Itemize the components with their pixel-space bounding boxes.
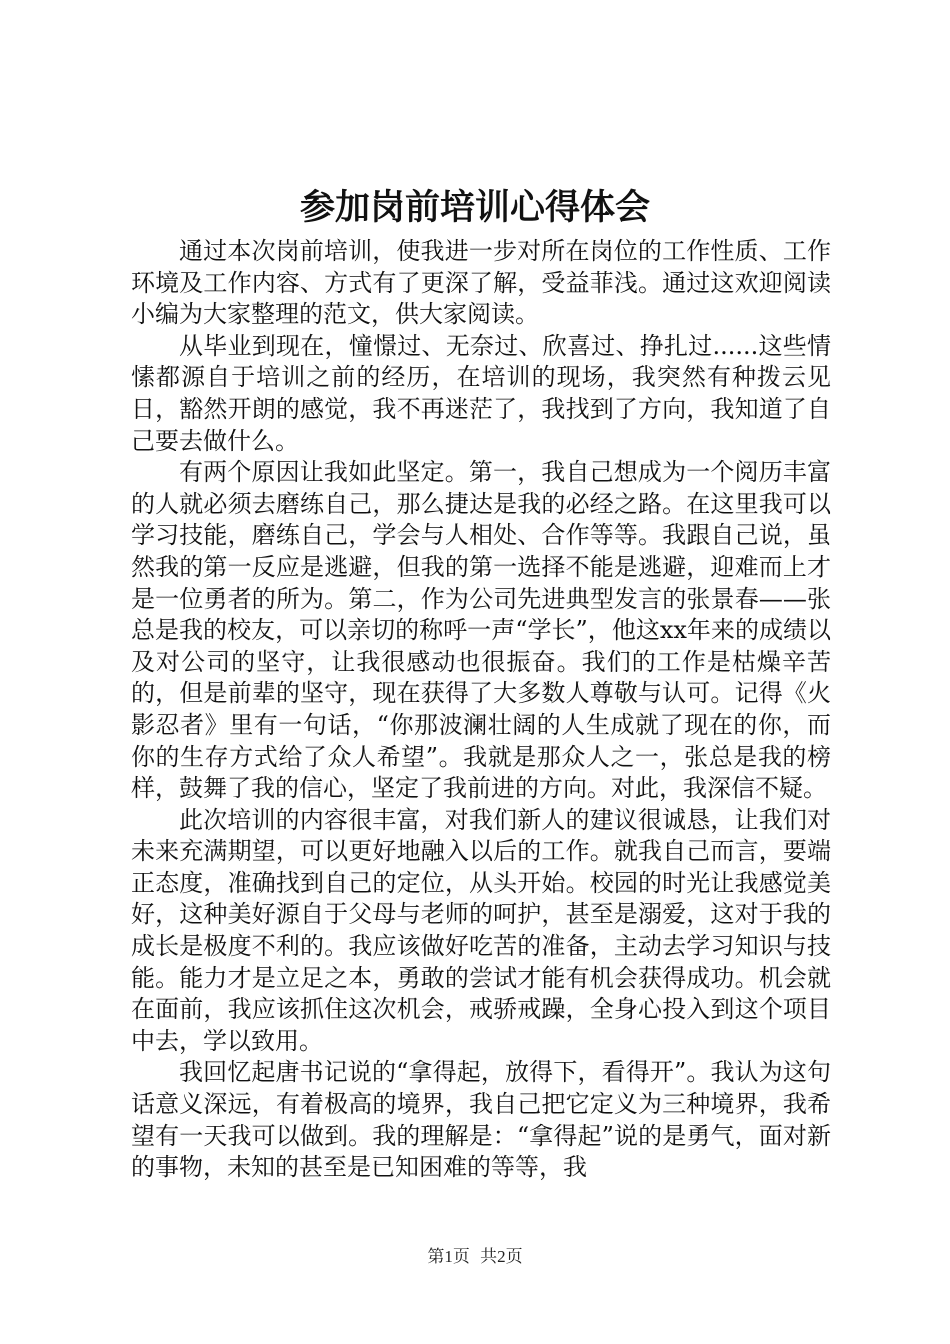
paragraph: 我回忆起唐书记说的“拿得起，放得下，看得开”。我认为这句话意义深远，有着极高的境界，我自己把它定义为三种境界，我希望有一天我可以做到。我的理解是：“拿得起”说的是勇气，面对新的事物，未知的甚至是已知困难的等等，我 (131, 1058, 831, 1182)
page-number: 第1页 (427, 1247, 470, 1266)
paragraph: 此次培训的内容很丰富，对我们新人的建议很诚恳，让我们对未来充满期望，可以更好地融入以后的工作。就我自己而言，要端正态度，准确找到自己的定位，从头开始。校园的时光让我感觉美好，这种美好源自于父母与老师的呵护，甚至是溺爱，这对于我的成长是极度不利的。我应该做好吃苦的准备，主动去学习知识与技能。能力才是立足之本，勇敢的尝试才能有机会获得成功。机会就在面前，我应该抓住这次机会，戒骄戒躁，全身心投入到这个项目中去，学以致用。 (131, 805, 831, 1055)
paragraph: 有两个原因让我如此坚定。第一，我自己想成为一个阅历丰富的人就必须去磨练自己，那么捷达是我的必经之路。在这里我可以学习技能，磨练自己，学会与人相处、合作等等。我跟自己说，虽然我的第一反应是逃避，但我的第一选择不能是逃避，迎难而上才是一位勇者的所为。第二，作为公司先进典型发言的张景春——张总是我的校友，可以亲切的称呼一声“学长”，他这xx年来的成绩以及对公司的坚守，让我很感动也很振奋。我们的工作是枯燥辛苦的，但是前辈的坚守，现在获得了大多数人尊敬与认可。记得《火影忍者》里有一句话，“你那波澜壮阔的人生成就了现在的你，而你的生存方式给了众人希望”。我就是那众人之一，张总是我的榜样，鼓舞了我的信心，坚定了我前进的方向。对此，我深信不疑。 (131, 458, 831, 803)
paragraph: 通过本次岗前培训，使我进一步对所在岗位的工作性质、工作环境及工作内容、方式有了更深了解，受益菲浅。通过这欢迎阅读小编为大家整理的范文，供大家阅读。 (131, 237, 831, 329)
document-title: 参加岗前培训心得体会 (299, 187, 650, 228)
page-total: 共2页 (480, 1247, 523, 1266)
document-body (131, 236, 831, 1184)
page-footer (0, 1245, 950, 1269)
paragraph: 从毕业到现在，憧憬过、无奈过、欣喜过、挣扎过......这些情愫都源自于培训之前的经历，在培训的现场，我突然有种拨云见日，豁然开朗的感觉，我不再迷茫了，我找到了方向，我知道了自己要去做什么。 (131, 331, 831, 455)
